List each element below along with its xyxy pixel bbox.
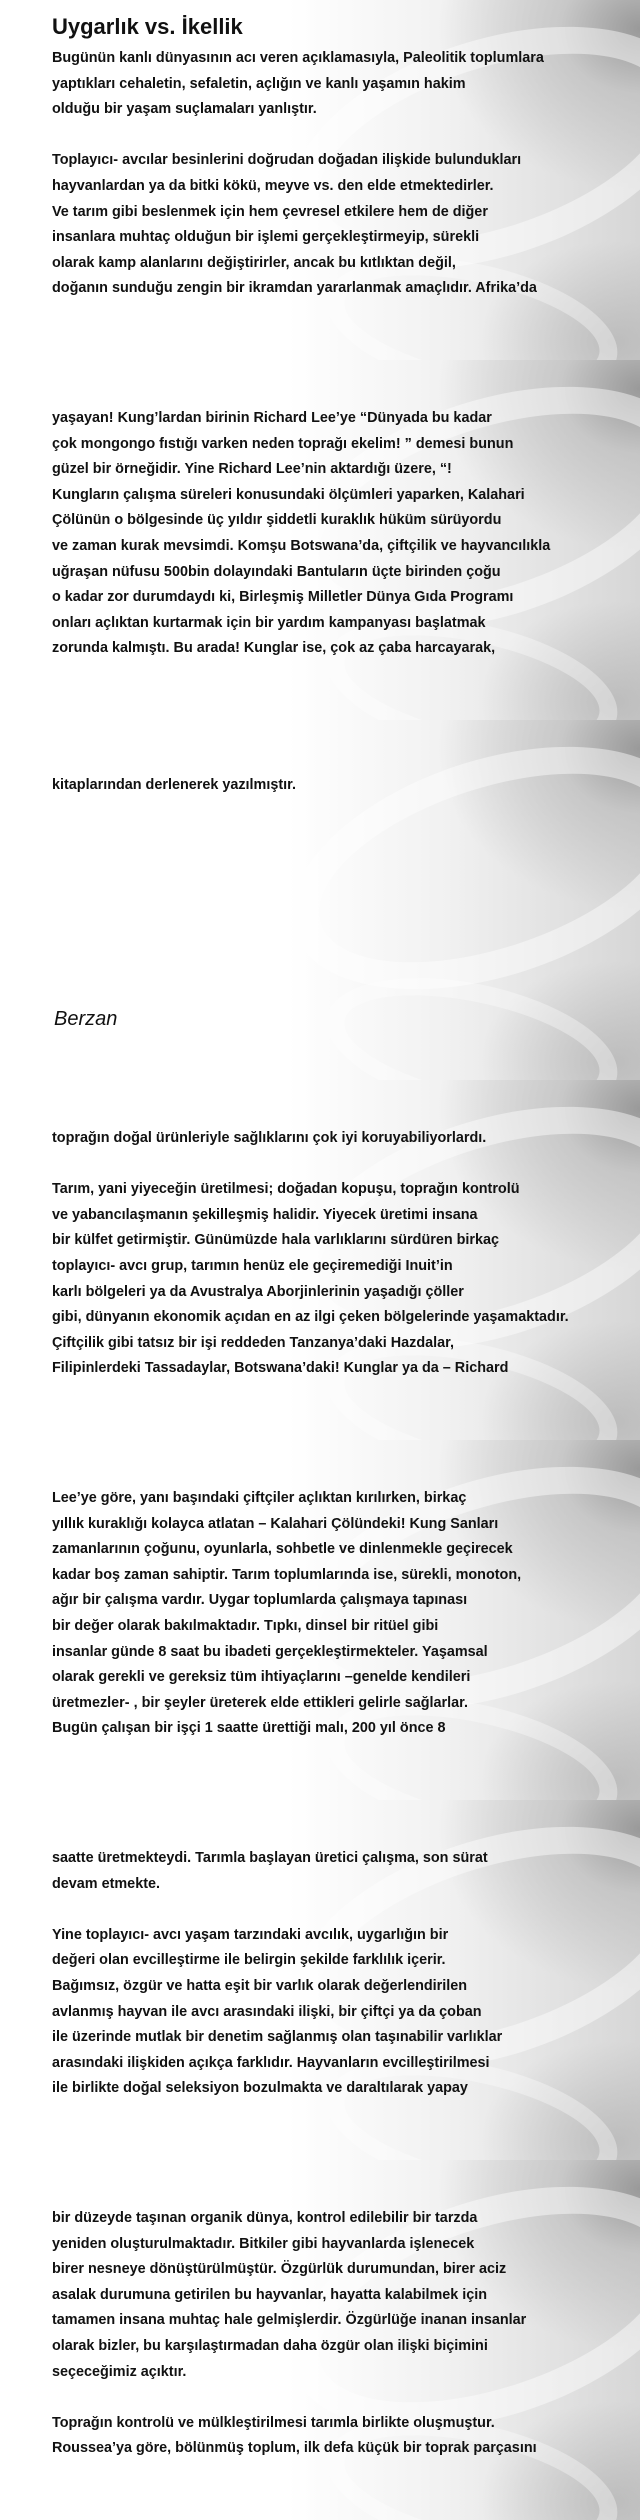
page-2 xyxy=(0,360,640,720)
text-line: üretmezler- , bir şeyler üreterek elde ettikleri gelirle sağlarlar. xyxy=(52,1694,468,1711)
text-line: avlanmış hayvan ile avcı arasındaki ilişki, bir çiftçi ya da çoban xyxy=(52,2003,482,2020)
text-line: Roussea’ya göre, bölünmüş toplum, ilk defa küçük bir toprak parçasını xyxy=(52,2440,537,2457)
text-line: gibi, dünyanın ekonomik açıdan en az ilgi çeken bölgelerinde yaşamaktadır. xyxy=(52,1309,569,1326)
text-line: olarak bizler, bu karşılaştırmadan daha özgür olan ilişki biçimini xyxy=(52,2337,488,2354)
text-line: ile birlikte doğal seleksiyon bozulmakta ve daraltılarak yapay xyxy=(52,2080,468,2097)
text-line: güzel bir örneğidir. Yine Richard Lee’nin aktardığı üzere, “! xyxy=(52,461,452,478)
text-line: Ve tarım gibi beslenmek için hem çevresel etkilere hem de diğer xyxy=(52,203,488,220)
text-line: Kungların çalışma süreleri konusundaki ölçümleri yaparken, Kalahari xyxy=(52,486,525,503)
text-line: ve zaman kurak mevsimdi. Komşu Botswana’da, çiftçilik ve hayvancılıkla xyxy=(52,537,551,554)
text-line: olarak gerekli ve gereksiz tüm ihtiyaçlarını –genelde kendileri xyxy=(52,1669,471,1686)
page-1-text xyxy=(52,46,630,302)
text-line: ağır bir çalışma vardır. Uygar toplumlarda çalışmaya tapınası xyxy=(52,1592,468,1609)
page-5-text xyxy=(52,1486,630,1742)
text-line: saatte üretmekteydi. Tarımla başlayan üretici çalışma, son sürat xyxy=(52,1850,488,1866)
text-line: Lee’ye göre, yanı başındaki çiftçiler açlıktan kırılırken, birkaç xyxy=(52,1490,467,1506)
text-line: bir değer olarak bakılmaktadır. Tıpkı, dinsel bir ritüel gibi xyxy=(52,1617,439,1634)
text-line: tamamen insana muhtaç hale gelmişlerdir. Özgürlüğe inanan insanlar xyxy=(52,2312,527,2329)
text-line xyxy=(52,2385,630,2411)
text-line: doğanın sunduğu zengin bir ikramdan yararlanmak amaçlıdır. Afrika’da xyxy=(52,280,537,297)
page-3 xyxy=(0,720,640,1080)
text-line: bir düzeyde taşınan organik dünya, kontrol edilebilir bir tarzda xyxy=(52,2210,478,2226)
text-line: toplayıcı- avcı grup, tarımın henüz ele geçiremediği Inuit’in xyxy=(52,1257,453,1274)
text-line: hayvanlardan ya da bitki kökü, meyve vs. den elde etmektedirler. xyxy=(52,177,494,194)
text-line: Çölünün o bölgesinde üç yıldır şiddetli kuraklık hüküm sürüyordu xyxy=(52,512,502,529)
text-line: yaşayan! Kung’lardan birinin Richard Lee’ye “Dünyada bu kadar xyxy=(52,410,492,426)
text-line: Tarım, yani yiyeceğin üretilmesi; doğadan kopuşu, toprağın kontrolü xyxy=(52,1181,520,1198)
text-line: değeri olan evcilleştirme ile belirgin şekilde farklılık içerir. xyxy=(52,1952,446,1969)
text-line xyxy=(52,1152,630,1178)
text-line: Bugün çalışan bir işçi 1 saatte ürettiği malı, 200 yıl önce 8 xyxy=(52,1720,446,1737)
page-3-text xyxy=(52,773,630,799)
text-line: arasındaki ilişkiden açıkça farklıdır. Hayvanların evcilleştirilmesi xyxy=(52,2054,490,2071)
text-line: Çiftçilik gibi tatsız bir işi reddeden Tanzanya’daki Hazdalar, xyxy=(52,1334,454,1351)
text-line: ve yabancılaşmanın şekilleşmiş halidir. Yiyecek üretimi insana xyxy=(52,1206,478,1223)
text-line xyxy=(52,123,630,149)
text-line: Bugünün kanlı dünyasının acı veren açıklamasıyla, Paleolitik toplumlara xyxy=(52,50,544,66)
text-line: bir külfet getirmiştir. Günümüzde hala varlıklarını sürdüren birkaç xyxy=(52,1232,500,1249)
author-name: Berzan xyxy=(54,1008,118,1030)
page-6-text xyxy=(52,1846,630,2102)
page-6 xyxy=(0,1800,640,2160)
page-2-text xyxy=(52,406,630,662)
text-line: ile üzerinde mutlak bir denetim sağlanmış olan taşınabilir varlıklar xyxy=(52,2029,503,2046)
text-line: kitaplarından derlenerek yazılmıştır. xyxy=(52,777,296,793)
text-line: toprağın doğal ürünleriyle sağlıklarını çok iyi koruyabiliyorlardı. xyxy=(52,1130,487,1146)
text-line: karlı bölgeleri ya da Avustralya Aborjinlerinin yaşadığı çöller xyxy=(52,1283,464,1300)
text-line: olduğu bir yaşam suçlamaları yanlıştır. xyxy=(52,101,317,118)
text-line: Filipinlerdeki Tassadaylar, Botswana’daki! Kunglar ya da – Richard xyxy=(52,1360,509,1377)
page-title: Uygarlık vs. İkellik xyxy=(52,14,243,39)
text-line: olarak kamp alanlarını değiştirirler, ancak bu kıtlıktan değil, xyxy=(52,254,456,271)
text-line: onları açlıktan kurtarmak için bir yardım kampanyası başlatmak xyxy=(52,614,486,631)
page-4 xyxy=(0,1080,640,1440)
text-line xyxy=(52,1897,630,1923)
text-line: yıllık kuraklığı kolayca atlatan – Kalahari Çölündeki! Kung Sanları xyxy=(52,1515,499,1532)
text-line: yaptıkları cehaletin, sefaletin, açlığın ve kanlı yaşamın hakim xyxy=(52,75,466,92)
page-1 xyxy=(0,0,640,360)
text-line: Yine toplayıcı- avcı yaşam tarzındaki avcılık, uygarlığın bir xyxy=(52,1926,449,1943)
text-line: insanlara muhtaç olduğun bir işlemi gerçekleştirmeyip, sürekli xyxy=(52,229,480,246)
text-line: seçeceğimiz açıktır. xyxy=(52,2363,187,2380)
text-line: devam etmekte. xyxy=(52,1875,160,1892)
page-7 xyxy=(0,2160,640,2520)
page-4-text xyxy=(52,1126,630,1382)
text-line: yeniden oluşturulmaktadır. Bitkiler gibi hayvanlarda işlenecek xyxy=(52,2235,475,2252)
text-line: kadar boş zaman sahiptir. Tarım toplumlarında ise, sürekli, monoton, xyxy=(52,1566,522,1583)
text-line: birer nesneye dönüştürülmüştür. Özgürlük durumundan, birer aciz xyxy=(52,2261,507,2278)
text-line: çok mongongo fıstığı varken neden toprağı ekelim! ” demesi bunun xyxy=(52,435,514,452)
page-5 xyxy=(0,1440,640,1800)
text-line: Bağımsız, özgür ve hatta eşit bir varlık olarak değerlendirilen xyxy=(52,1977,468,1994)
page-7-text xyxy=(52,2206,630,2462)
text-line: Toprağın kontrolü ve mülkleştirilmesi tarımla birlikte oluşmuştur. xyxy=(52,2414,495,2431)
text-line: zorunda kalmıştı. Bu arada! Kunglar ise, çok az çaba harcayarak, xyxy=(52,640,496,657)
text-line: zamanlarının çoğunu, oyunlarla, sohbetle ve dinlenmekle geçirecek xyxy=(52,1541,513,1558)
text-line: o kadar zor durumdaydı ki, Birleşmiş Milletler Dünya Gıda Programı xyxy=(52,589,514,606)
text-line: asalak durumuna getirilen bu hayvanlar, hayatta kalabilmek için xyxy=(52,2286,488,2303)
text-line: insanlar günde 8 saat bu ibadeti gerçekleştirmekteler. Yaşamsal xyxy=(52,1643,488,1660)
text-line: Toplayıcı- avcılar besinlerini doğrudan doğadan ilişkide bulundukları xyxy=(52,152,522,169)
text-line: uğraşan nüfusu 500bin dolayındaki Bantuların üçte birinden çoğu xyxy=(52,563,501,580)
